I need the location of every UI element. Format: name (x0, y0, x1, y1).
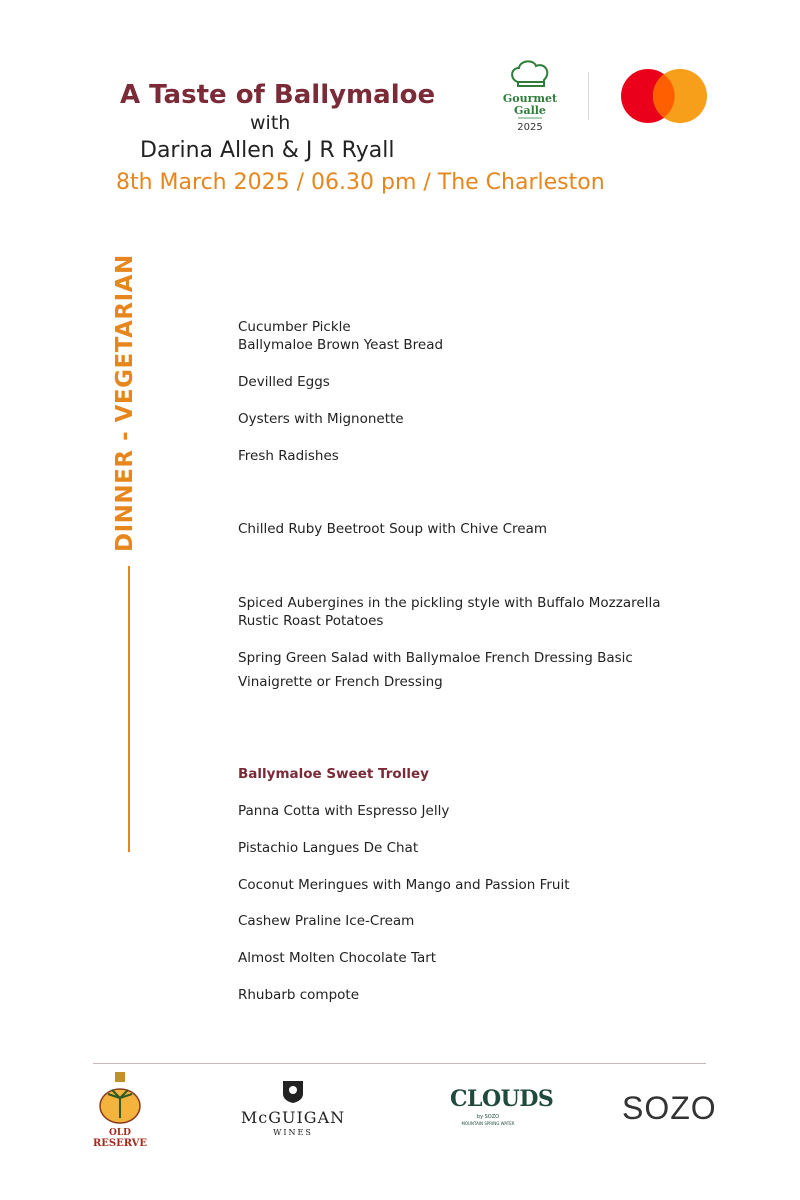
clouds-logo (450, 1086, 554, 1136)
mcguigan-logo (240, 1080, 346, 1140)
hosts-text: Darina Allen & J R Ryall (140, 138, 395, 163)
crest-icon (282, 1080, 304, 1104)
mcguigan-name: McGUIGAN (240, 1108, 346, 1127)
footer-divider (93, 1063, 706, 1064)
menu-item: Chilled Ruby Beetroot Soup with Chive Cream (238, 521, 548, 537)
menu-item: Devilled Eggs (238, 374, 330, 390)
dessert-item: Rhubarb compote (238, 987, 360, 1003)
dessert-item: Almost Molten Chocolate Tart (238, 950, 437, 966)
clouds-sub2: MOUNTAIN SPRING WATER (461, 1121, 515, 1126)
dessert-item: Panna Cotta with Espresso Jelly (238, 803, 450, 819)
mcguigan-sub: WINES (273, 1128, 313, 1137)
menu-item: Rustic Roast Potatoes (238, 613, 384, 629)
logo-divider (588, 72, 589, 120)
page-title: A Taste of Ballymaloe (120, 80, 436, 110)
with-text: with (250, 112, 291, 134)
menu-item: Spiced Aubergines in the pickling style with Buffalo Mozzarella (238, 595, 661, 611)
chef-hat-icon (512, 61, 547, 86)
old-reserve-line2: RESERVE (92, 1138, 148, 1149)
event-details: 8th March 2025 / 06.30 pm / The Charleston (116, 170, 605, 195)
menu-item: Ballymaloe Brown Yeast Bread (238, 337, 444, 353)
menu-type-label: DINNER - VEGETARIAN (112, 254, 138, 552)
sozo-logo: SOZO (622, 1090, 717, 1126)
old-reserve-line1: OLD (109, 1128, 131, 1138)
dessert-item: Cashew Praline Ice-Cream (238, 913, 415, 929)
gourmet-logo-line3: 2025 (517, 122, 543, 133)
clouds-sub: by SOZO (476, 1114, 500, 1120)
dessert-item: Pistachio Langues De Chat (238, 840, 419, 856)
gourmet-galle-logo (500, 56, 560, 138)
old-reserve-logo (88, 1070, 152, 1150)
menu-item: Vinaigrette or French Dressing (238, 674, 443, 690)
dessert-heading: Ballymaloe Sweet Trolley (238, 766, 429, 782)
menu-item: Oysters with Mignonette (238, 411, 404, 427)
gourmet-logo-line1: Gourmet (502, 92, 558, 105)
side-divider-line (128, 566, 130, 852)
mastercard-logo (620, 68, 710, 124)
dessert-item: Coconut Meringues with Mango and Passion Fruit (238, 877, 570, 893)
clouds-name: CLOUDS (450, 1086, 554, 1112)
gourmet-logo-line2: Galle (514, 104, 546, 117)
menu-item: Fresh Radishes (238, 448, 339, 464)
menu-item: Cucumber Pickle (238, 319, 351, 335)
menu-item: Spring Green Salad with Ballymaloe French Dressing Basic (238, 650, 633, 666)
